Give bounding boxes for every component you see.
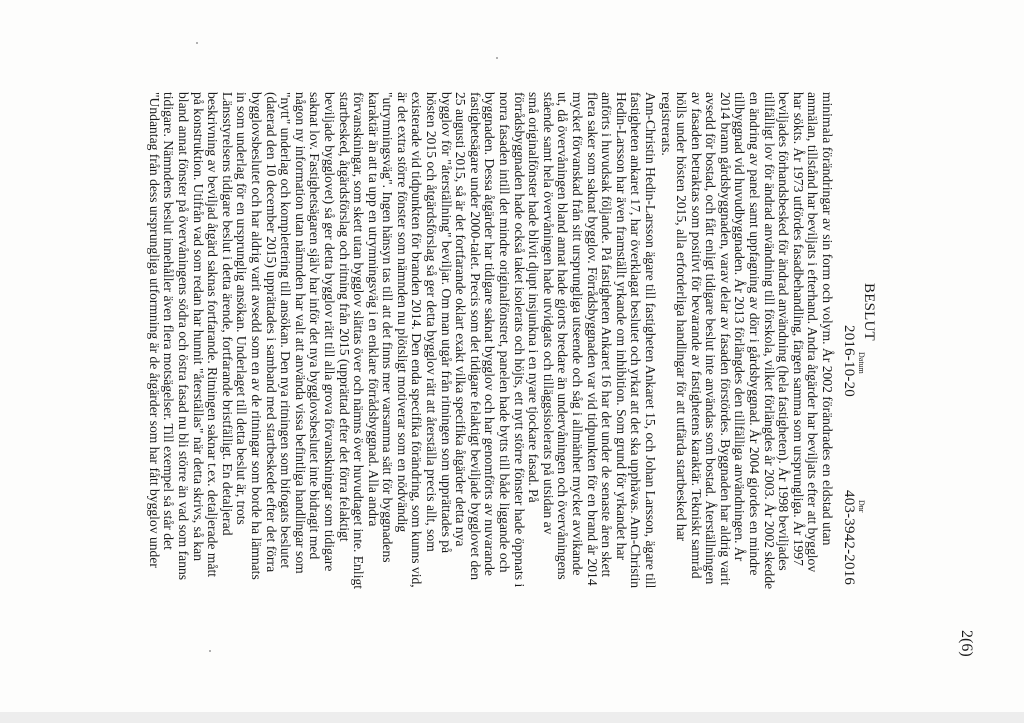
text-line: anförts i huvudsak följande. På fastigheten Ankaret 16 har det under de senaste åren skett [599,92,615,578]
scan-speck [496,57,498,59]
text-line: norra fasaden intill det mindre originalfönstret, panelen hade bytts till både liggande och [497,92,513,573]
text-line: anmälan, tillstånd har beviljats i efterhand. Andra åtgärder har beviljats efter att bygglov [805,92,821,573]
text-line: ut, då övervåningen bland annat hade gjorts bredare än undervåningen och övervåningens [555,92,571,580]
scan-speck [209,650,211,652]
page-number: 2(6) [958,630,975,657]
text-line: minimala förändringar av sin form och volym. År 2002 förändrades en eldstad utan [820,92,835,546]
scan-bottom-edge [0,712,1024,723]
text-line: avsedd för bostad, och fått enligt tidigare beslut inte användas som bostad. Återställningen [703,92,719,585]
text-line: en ändring av panel samt uppfagning av dörr i gårdsbyggnad. År 2004 gjordes en mindre [747,92,763,576]
paragraph-1 [659,92,834,622]
text-line: bygglovsbeslutet och har aldrig varit avsedd som en av de ritningar som borde ha lämnats [248,92,264,580]
document-date: 2016-10-20 [841,325,857,397]
text-line: Hedin-Larsson har även framställt yrkande om inhibition. Som grund för yrkandet har [613,92,629,561]
date-label: Datum [857,352,866,374]
text-line: beskrivning av beviljad åtgärd saknas fortfarande. Ritningen saknar t.ex. detaljerade mått [205,92,221,578]
document-title: BESLUT [861,283,877,341]
text-line: tillfälligt lov för ändrad användning till förskola, vilket förlängdes år 2003. År 2002 skedde [761,92,777,590]
text-line: karaktär än att ta upp en utrymningsväg i en enklare förrådsbyggnad. Alla andra [365,92,381,527]
text-line: mycket förvanskad från sitt ursprungliga utseende och såg i allmänhet mycket avvikande [570,92,586,576]
text-line: flera saker som saknat bygglov. Förrådsbyggnaden var vid tidpunkten för en brand år 2014 [584,92,600,586]
scan-speck [196,42,198,44]
text-line: fastighetsägare under 2000-talet. Precis som det tidigare felaktigt beviljade bygglovet den [467,92,483,581]
text-line: beviljades förhandsbesked för ändrad användning (hela fastigheten). År 1998 beviljades [776,92,792,571]
text-line: hölls under hösten 2015, alla erforderliga handlingar för att utfärda startbesked har [674,92,690,542]
text-line: förvanskningar, som skett utan bygglov slättas över och nämns över huvudtaget inte. Enligt [351,92,367,590]
text-line: någon ny information utan nämnden har valt att använda vissa befintliga handlingar som [292,92,308,574]
text-line: är det extra större fönster som nämnden nu plötsligt motiverar som en nödvändig [394,92,410,533]
text-line: fastigheten ankaret 17, har överklagat beslutet och yrkat att det ska upphävas. Ann-Christin [628,92,644,589]
text-line: "utrymningsväg". Ingen hänsyn tas till att det finns mer varsamma sätt för byggnadens [380,92,396,563]
text-line: registrerats. [659,92,675,156]
text-line: på konstruktion. Utifrån vad som redan har hunnit "återställas" när detta skrivs, så kan [190,92,206,562]
text-line: av fasaden betraktas som positivt för bevarande av fastighetens karaktär. Tekniskt samråd [688,92,704,579]
text-line: bygglov för "återställning" beviljar. Om man utgår från ritningen som upprättades på [438,92,454,554]
text-line: saknat lov. Fastighetsägaren själv har inför det nya bygglovsbeslutet inte bidragit med [307,92,323,560]
text-line: små originalfönster hade blivit djupt insjunkna i en nyare tjockare fasad. På [526,92,542,503]
text-line: byggnaden. Dessa åtgärder har tidigare saknat bygglov och har genomförts av nuvarande [482,92,498,576]
ref-label: Dnr [857,500,866,513]
text-line: "Undantag från dess ursprungliga utformning är de åtgärder som har fått bygglov under [146,92,162,568]
text-line: in som underlag för en ursprunglig ansökan. Underlaget till detta beslut är, trots [234,92,250,525]
text-line: stående samt hela övervåningen hade utvidgats och tilläggsisolerats på utsidan av [540,92,556,535]
text-line: beviljade bygglovet) så ger detta bygglov rätt till alla grova förvanskningar som tidigare [321,92,337,572]
text-line: tillbyggnad vid huvudbyggnaden. År 2013 förlängdes den tillfälliga användningen. År [732,92,748,562]
text-line: tidigare. Nämndens beslut innehåller även flera motsägelser. Till exempel så står det [161,92,177,550]
paragraph-2 [146,92,657,622]
text-line: Ann-Christin Hedin-Larsson ägare till fastigheten Ankaret 15, och Johan Larsson, ägare till [643,92,658,589]
text-line: 25 augusti 2015, så är det fortfarande oklart exakt vilka specifika åtgärder detta nya [453,92,469,547]
text-line: hösten 2015 och åtgärdsförslag så ger detta bygglov rätt att återställa precis allt, som [424,92,440,552]
text-line: Länsstyrelsens tidigare beslut i detta ärende, fortfarande bristfälligt. En detaljerad [219,92,235,536]
text-line: bland annat fönster på övervåningens södra och östra fasad nu bli större än vad som fanns [176,92,191,581]
text-line: 2014 brann gårdsbyggnaden, varav delar av fasaden förstördes. Byggnaden har aldrig varit [717,92,733,586]
text-line: (daterad den 10 december 2015) upprättades i samband med startbeskedet efter det förra [263,92,279,573]
reference-number: 403-3942-2016 [841,490,857,586]
text-line: existerade vid tidpunkten för branden 2014. Den enda specifika förändring, som kunns vid, [409,92,425,588]
text-line: förrådsbyggnaden hade också taket isolerats och höjts, ett nytt större fönster hade öppnats i [511,92,527,588]
text-line: har sökts. År 1973 utfördes fasadbehandling, färgen samma som ursprungliga. År 1997 [790,92,806,566]
text-line: startbesked, åtgärdsförslag och ritning från 2015 (upprättad efter det förra felaktigt [336,92,352,542]
text-line: "nytt" underlag och komplettering till ansökan. Den nya ritningen som bifogats beslutet [278,92,294,569]
